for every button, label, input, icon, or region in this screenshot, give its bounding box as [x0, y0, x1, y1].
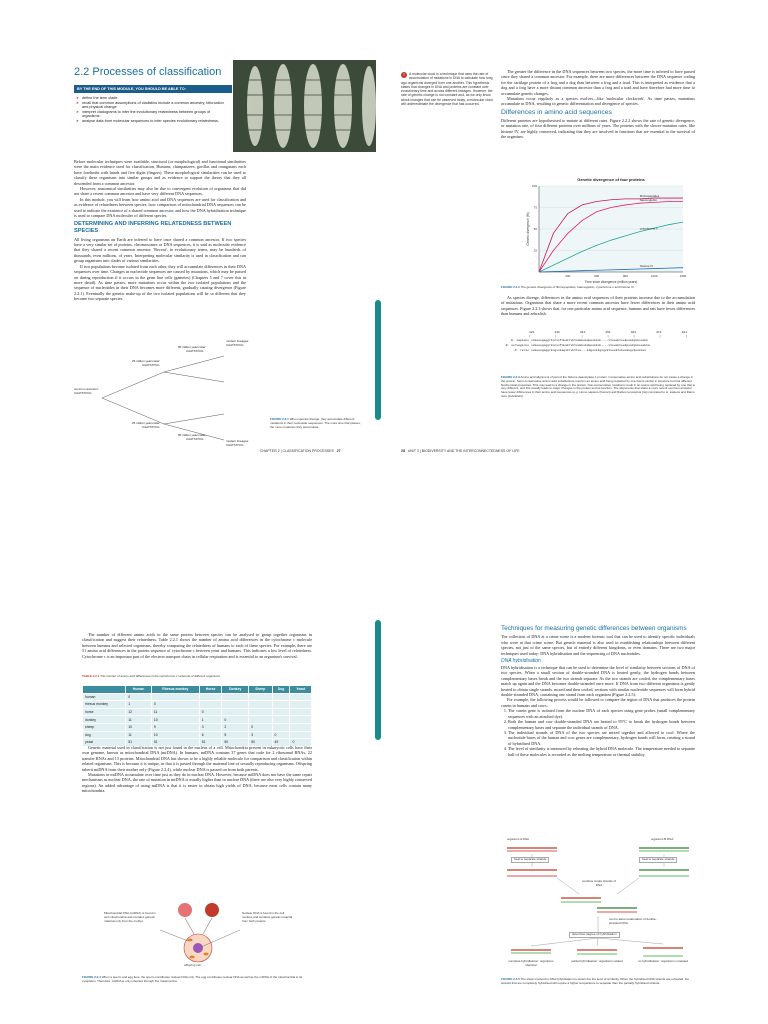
body-column — [501, 69, 695, 139]
divergence-chart — [501, 172, 695, 290]
x-tick-label: 300 — [565, 274, 571, 278]
organism-a-label: organism A DNA — [507, 837, 530, 841]
table-row: rhesus monkey 1 0 — [83, 701, 312, 709]
table-row: yeast 51 51 51 50 50 49 0 — [83, 739, 312, 747]
section-heading: 2.2 Processes of classification — [74, 66, 222, 78]
figure-caption: FIGURE 2.2.3 Amino acid alignment of part of the histone deacetylase 1 protein. Conservative amino acid substitutions do not cause a change in the protein. Semi-conservative amino acid substitutions result in an amino acid being replaced by one that is similar in structure but has different biochemical properties. This may lead to a change in the protein. Non-conservative mutations result in an amino acid being replaced by one that is very different, and this usually leads to major changes in the protein and its function. The alignments that share a more recent common ancestor have fewer differences in their amino acid sequences (e.g. Homo sapiens (human) and Rattus norvegicus (rat) compared to H. sapiens and Danio rerio (zebrafish)). — [501, 375, 695, 398]
lineage-label: 25 million years later: CAATTATCG — [132, 359, 161, 367]
paragraph: The collection of DNA at a crime scene is a modern forensic tool that can be used to identify specific individuals who were at that crime scene. But genetic material is also used in establishing relationships between different species, not just of the same species, but of entirely different kingdoms, or even domains. There are two major techniques used today: DNA hybridisation and the sequencing of DNA nucleotides. — [501, 634, 695, 656]
series-label: haemoglobin — [639, 198, 657, 203]
objective-item: ➤ define the term clade — [76, 96, 228, 101]
table-row: donkey 11 10 1 0 — [83, 716, 312, 724]
offspring-label: offspring cell — [184, 963, 201, 967]
y-tick-label: 100 — [531, 184, 537, 188]
step-box: heat to separate strands — [639, 857, 677, 863]
cytochrome-table — [82, 685, 312, 747]
series-label: cytochrome c — [639, 226, 658, 231]
sequence-row: H. sapiens sdseeegeggrkncsvfnkakrvktedekekdpeekkek----vteeekteekpeakgvkeeekk — [510, 339, 649, 342]
position-row: 421 431 441 451 461 471 481 — [529, 331, 687, 334]
table-row: horse 12 11 0 — [83, 708, 312, 716]
paragraph: Genetic material used in classification is not just found in the nucleus of a cell. Mitochondria present in eukaryotic cells have their own genome, known as mitochondrial DNA (mtDNA). In humans, mtDNA contains 37 genes that code for 2 ribosomal RNAs, 22 transfer RNAs and 13 proteins. Mitochondrial DNA has shown to be a highly reliable molecule for comparison and classification within related organisms. This is because it is unique, in that it is passed through the maternal line of sexually reproducing organisms. Offspring inherit mtDNA from their mother only (Figure 2.2.4), while nuclear DNA is passed on from both parents. — [82, 745, 312, 772]
paragraph: As species diverge, differences in the amino acid sequences of their proteins increase due to the accumulation of mutations. Organisms that share a more recent common ancestor have fewer differences in their amino acid sequences. Figure 2.2.3 shows that, for one particular amino acid sequence, humans and rats have fewer differences than humans and zebrafish. — [501, 295, 695, 317]
nuclear-dna-label: Nuclear DNA is found in the cell nucleus and contains genetic material from both parents. — [242, 911, 293, 923]
body-column — [501, 295, 695, 317]
outcome-label: complete hybridisation: organisms identical — [508, 959, 554, 967]
lineage-label: 50 million years later: CAATTATCG — [178, 345, 207, 353]
table-row: human 0 — [83, 693, 312, 701]
objective-item: ➤ interpret cladograms to infer the evolutionary relatedness between groups of organisms — [76, 110, 228, 119]
outcome-label: no hybridisation: organisms unrelated — [638, 959, 688, 963]
organism-b-label: organism B DNA — [651, 837, 674, 841]
mtdna-figure — [100, 900, 300, 972]
page-29 — [70, 620, 376, 1020]
paragraph: However, anatomical similarities may also be due to convergent evolution of organisms that did not share a recent common ancestor and have very different DNA sequences. — [74, 186, 246, 197]
fossil-fish-image — [233, 60, 376, 152]
y-tick-label: 25 — [533, 248, 537, 253]
step-item: 1. The casein gene is isolated from the nuclear DNA of each species using gene probes (small complementary sequences with an attached dye). — [508, 708, 695, 719]
sequence-row: R. norvegicus sdseeegeggrkncsvfnkakrvktedekekdpeekkek----vteeekteekpeakgvkeeekka — [505, 344, 650, 347]
paragraph: In this module, you will learn how amino acid and DNA sequences are used for classification and as evidence of relatedness between species, how comparison of mitochondrial DNA sequences can be used to indicate the existence of a shared common ancestor, and how the DNA hybridisation technique is used to compare DNA molecules of different species. — [74, 196, 246, 219]
x-tick-label: 600 — [594, 274, 600, 278]
table-row: dog 11 10 6 5 3 0 — [83, 731, 312, 739]
figure-caption: FIGURE 2.2.2 The genetic divergence of fibrinopeptides, haemoglobin, cytochrome c and histone IV. — [501, 285, 635, 289]
paragraph: Before molecular techniques were available, structural (or morphological) and functional similarities were the main evidence used for classification. Humans, chimpanzees, gorillas and orangutans each have forelimbs with hands and five digits (fingers). These morphological similarities can be used to classify these organisms into similar groups and as evidence to support the theory that they all descended from a common ancestor. — [74, 159, 246, 186]
objective-item: ➤ recall that common assumptions of cladistics include a common ancestry, bifurcation and physical change — [76, 101, 228, 110]
step-item: 4. The level of similarity is measured by reheating the hybrid DNA molecule. The temperature needed to separate half of these molecules is recorded as the melting temperature or thermal stability. — [508, 746, 695, 757]
figure-caption: FIGURE 2.2.4 When a sperm and egg fuse, the sperm contributes nuclear DNA only. The egg contributes nuclear DNA as well as the mtDNA of the mitochondria in its cytoplasm. Therefore, mtDNA is only inherited through the maternal line. — [82, 975, 303, 983]
page-27 — [70, 60, 376, 460]
subsubheading: DNA hybridisation — [501, 658, 541, 665]
body-column — [82, 745, 312, 794]
y-axis-label: Genetic divergence (%) — [526, 212, 530, 246]
side-tab — [375, 300, 381, 420]
series-label: fibrinopeptides — [639, 193, 660, 198]
divergence-diagram — [74, 339, 304, 450]
side-tab — [375, 620, 381, 740]
paragraph: Mutations in mtDNA accumulate over time just as they do in nuclear DNA. However, because mtDNA does not have the same repair mechanisms as nuclear DNA, the rate of mutation in mtDNA is usually higher than in nuclear DNA (there are also very highly conserved regions). An added advantage of using mtDNA is that it is easier to obtain high yields of DNA, because most cells contain many mitochondria. — [82, 772, 312, 794]
tick-row: | | | | | | | — [529, 335, 687, 338]
step-item: 2. Both the human and cow double-stranded DNA are heated to 95°C to break the hydrogen bonds between complementary bases and separate the individual strands of DNA. — [508, 719, 695, 730]
lineage-label: 50 million years later: CAATTATCG — [178, 433, 207, 441]
page-28 — [397, 60, 703, 460]
x-tick-label: 1200 — [650, 274, 658, 278]
step-box: heat to separate strands — [511, 857, 549, 863]
step-box: combine single strands of DNA — [581, 879, 617, 887]
step-item: 3. The individual strands of DNA of the two species are mixed together and allowed to cool. Where the nucleotide bases of the human and cow genes are complementary, hydrogen bonds will form, creating a strand of hybridised DNA. — [508, 730, 695, 746]
sequence-alignment — [501, 330, 695, 353]
info-icon: ! — [401, 72, 407, 78]
paragraph: If two populations become isolated from each other, they will accumulate differences in their DNA sequences over time. Changes in nucleotide sequences are caused by mutations, which may be passed on during reproduction if it occurs in the germ line cells (gametes) (Chapters 5 and 7 cover this in more detail). As time passes, more mutations occur within the two isolated populations and the sequence of nucleotides in their DNA becomes more different, gradually causing divergence (Figure 2.2.1). Eventually the genetic make-up of the two isolated populations will be so different that they become two separate species. — [74, 263, 246, 302]
lineage-label: 25 million years later: CAATTATCG — [132, 421, 161, 429]
table-row: sheep 10 9 3 2 0 — [83, 723, 312, 731]
paragraph: DNA hybridisation is a technique that can be used to determine the level of similarity between sections of DNA of two species. When a small section of double-stranded DNA is heated gently, the hydrogen bonds between complementary bases break and the two strands separate. As the two strands are cooled, the complementary bases match up again and the DNA becomes double-stranded once more. If DNA from two different organisms is gently heated to obtain single strands, mixed and then cooled, sections with similar nucleotide sequences will form hybrid double-stranded DNA, containing one strand from each organism (Figure 2.2.5). — [501, 665, 695, 698]
body-column — [82, 632, 312, 659]
chart-title: Genetic divergence of four proteins — [577, 177, 645, 182]
series-label: histone IV — [639, 263, 654, 268]
hybridisation-diagram — [501, 838, 695, 976]
figure-caption: FIGURE 2.2.5 The steps involved in DNA hybridisation to determine the level of similarity. When the hybridised DNA strands are reheated, the strands that are completely hybridised will require a higher temperature to separate than the partially hybridised strands. — [501, 977, 689, 985]
x-tick-label: 900 — [622, 274, 628, 278]
steps-list — [501, 708, 695, 757]
objective-item: ➤ analyse data from molecular sequences to infer species evolutionary relatedness. — [76, 119, 228, 124]
body-column — [74, 159, 246, 302]
paragraph: Mutations occur regularly as a species evolves—like 'molecular clockwork'. As time passes, mutations accumulate in DNA, resulting in genetic differentiation and divergence of species. — [501, 96, 695, 107]
page-footer: 28 UNIT 3 | BIODIVERSITY AND THE INTERCONNECTEDNESS OF LIFE — [401, 449, 520, 453]
modern-lineage-label: modern lineages: CAATTATCG — [226, 339, 250, 347]
paragraph: Different proteins are hypothesised to mutate at different rates. Figure 2.2.2 shows the rate of genetic divergence, or mutation rate, of four different proteins over millions of years. The proteins with the slower mutation rates, like histone IV, are highly conserved, indicating that they are involved in functions that are essential to the survival of the organism. — [501, 117, 695, 140]
ancestor-label: common ancestor: CAATTATCG — [74, 387, 99, 395]
mtdna-label: Mitochondrial DNA (mtDNA) is found in cell mitochondria and contains genetic material only from the mother. — [104, 911, 156, 923]
table-caption: TABLE 2.2.1 The number of amino acid differences in the cytochrome c molecule of different organisms — [82, 674, 220, 678]
outcome-label: partial hybridisation: organisms related — [571, 959, 623, 963]
y-tick-label: 50 — [533, 227, 537, 231]
y-tick-label: 75 — [533, 205, 537, 210]
x-tick-label: 1500 — [679, 274, 687, 278]
sequence-row: D. rerio sdseeegeggrkngsnkaqvkrvkttee---kdgeekkgegvkteeektekeeakgvkeekkev — [514, 349, 647, 352]
paragraph: The greater the difference in the DNA sequences between two species, the more time is inferred to have passed since they shared a common ancestor. For example, there are more differences between the DNA sequence coding for the cartilage protein of a frog and a dog than between a frog and a toad. This is interpreted as evidence that a dog and a frog have a more distant common ancestor than a frog and a toad and have therefore had more time to accumulate genetic changes. — [501, 69, 695, 96]
figure-caption: FIGURE 2.2.1 When species diverge, they accumulate different mutations in their nucleotide sequences. The more time that passes, the more mutations they accumulate. — [270, 417, 361, 429]
objectives-header: BY THE END OF THIS MODULE, YOU SHOULD BE ABLE TO: — [74, 85, 232, 93]
paragraph: The number of different amino acids in the same protein between species can be analysed to group together organisms in classification and suggest their relatedness. Table 2.2.1 shows the number of amino acid differences in the cytochrome c molecule between humans and selected organisms, thereby comparing the relatedness of humans to each of these species. For example, there are 51 amino acid differences in the protein sequence of cytochrome c between yeast and humans. This indicates a low level of relatedness. Cytochrome c is an important part of the electron transport chain in cellular respiration and is essential to an organism's survival. — [82, 632, 312, 659]
chart-svg — [501, 172, 695, 290]
step-box: cool to allow renaturation of double-stranded DNA — [609, 917, 657, 925]
x-axis-label: Time since divergence (million years) — [584, 280, 638, 284]
step-box: determine degree of hybridisation — [569, 932, 620, 938]
objectives-list — [76, 96, 228, 124]
body-column — [501, 625, 695, 757]
table-header-row: Human Rhesus monkey Horse Donkey Sheep Dog Yeast — [83, 686, 312, 694]
page-30 — [397, 620, 703, 1020]
modern-lineage-label: modern lineages: CAATTATCG — [226, 439, 250, 447]
subheading: Techniques for measuring genetic differences between organisms — [501, 625, 687, 632]
margin-note: ! A molecular clock is a technique that uses the rate of accumulation of mutations in DNA to calculate how long ago organisms diverged from one another. This hypothesis states that changes in DNA and proteins are constant over evolutionary time and across different lineages. However, the rate of genetic change is not constant and, as we only know about changes that can be observed today, a molecular clock will underestimate the divergence that has occurred. — [401, 72, 493, 107]
page-footer: CHAPTER 2 | CLASSIFICATION PROCESSES 27 — [260, 449, 341, 453]
subheading: DETERMINING AND INFERRING RELATEDNESS BETWEEN SPECIES — [74, 221, 232, 235]
subheading: Differences in amino acid sequences — [501, 108, 612, 116]
paragraph: For example, the following process would be followed to compare the region of DNA that produces the protein casein in humans and cows: — [501, 697, 695, 708]
paragraph: All living organisms on Earth are inferred to have once shared a common ancestor. If two species have a very similar set of proteins, chromosomes or DNA sequences, it is said as molecular evidence that they shared a recent common ancestor. 'Recent', in evolutionary terms, may be hundreds of thousands, even millions, of years. Interpreting molecular similarity is used in classification and can group organisms into clades of various similarities. — [74, 236, 246, 264]
